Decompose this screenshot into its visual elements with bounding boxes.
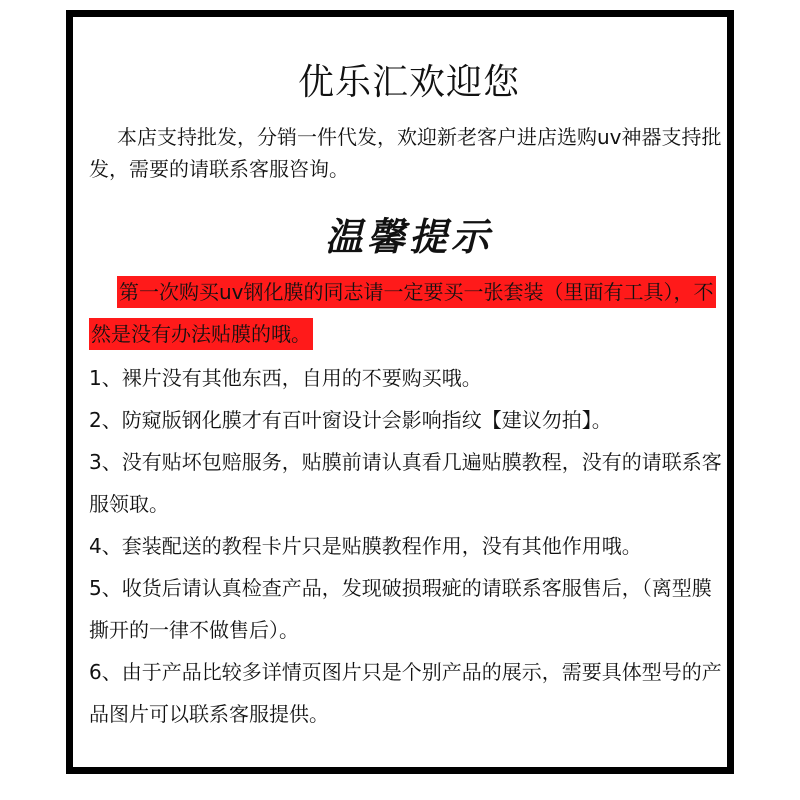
list-item: 5、收货后请认真检查产品，发现破损瑕疵的请联系客服售后，（离型膜撕开的一律不做售后）。 <box>89 576 712 642</box>
warning-highlight-text: 第一次购买uv钢化膜的同志请一定要买一张套装（里面有工具），不然是没有办法贴膜的哦。 <box>89 276 716 350</box>
warning-paragraph <box>89 271 729 355</box>
welcome-title: 优乐汇欢迎您 <box>297 62 520 103</box>
list-item: 6、由于产品比较多详情页图片只是个别产品的展示，需要具体型号的产品图片可以联系客服提供。 <box>89 660 722 726</box>
intro-paragraph <box>89 121 729 185</box>
intro-text: 本店支持批发，分销一件代发，欢迎新老客户进店选购uv神器支持批发，需要的请联系客服咨询。 <box>89 125 722 181</box>
list-item: 3、没有贴坏包赔服务，贴膜前请认真看几遍贴膜教程，没有的请联系客服领取。 <box>89 450 722 516</box>
list-item: 1、裸片没有其他东西，自用的不要购买哦。 <box>89 366 482 390</box>
notice-list <box>89 357 729 735</box>
notice-frame <box>66 10 734 774</box>
tips-heading: 温馨提示 <box>324 215 493 259</box>
list-item: 4、套装配送的教程卡片只是贴膜教程作用，没有其他作用哦。 <box>89 534 642 558</box>
list-item: 2、防窥版钢化膜才有百叶窗设计会影响指纹【建议勿拍】。 <box>89 408 612 432</box>
